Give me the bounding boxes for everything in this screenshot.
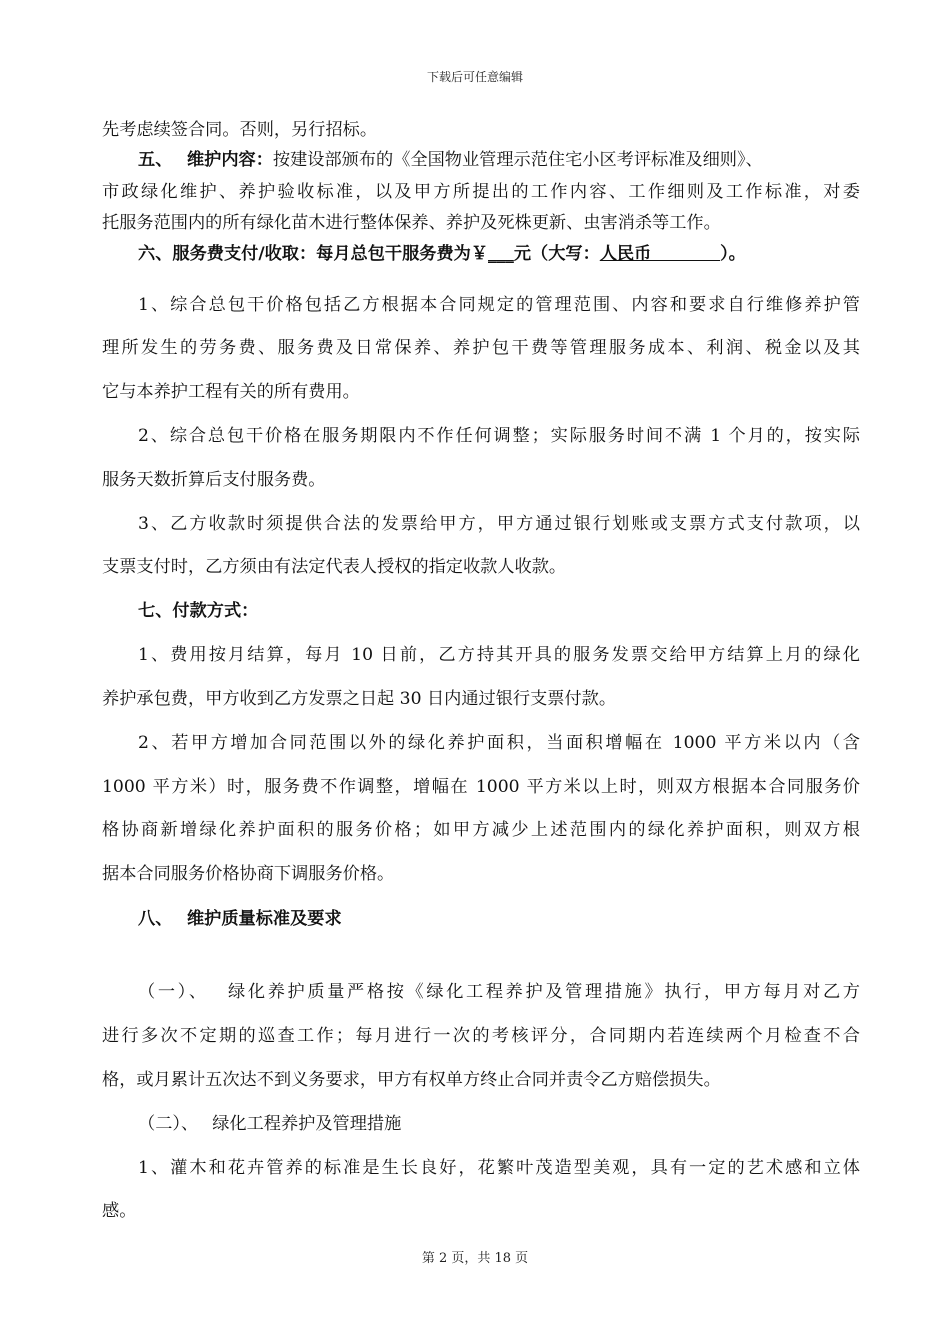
paragraph-line: 格，或月累计五次达不到义务要求，甲方有权单方终止合同并责令乙方赔偿损失。 [102, 1070, 721, 1090]
section-7-heading: 七、付款方式： [138, 601, 259, 621]
paragraph-line: 市政绿化维护、养护验收标准，以及甲方所提出的工作内容、工作细则及工作标准，对委 [102, 182, 860, 202]
paragraph-line: 1、综合总包干价格包括乙方根据本合同规定的管理范围、内容和要求自行维修养护管 [138, 295, 860, 315]
fee-capital-blank: 人民币 [599, 244, 721, 264]
paragraph-line: 服务天数折算后支付服务费。 [102, 470, 326, 490]
section-5-line [138, 149, 763, 171]
paragraph-line: 3、乙方收款时须提供合法的发票给甲方，甲方通过银行划账或支票方式支付款项，以 [138, 514, 860, 534]
paragraph-line: 支票支付时，乙方须由有法定代表人授权的指定收款人收款。 [102, 557, 567, 577]
paragraph-line: 格协商新增绿化养护面积的服务价格；如甲方减少上述范围内的绿化养护面积，则双方根 [102, 820, 860, 840]
page-footer: 第 2 页，共 18 页 [421, 1251, 529, 1266]
paragraph-line: 据本合同服务价格协商下调服务价格。 [102, 864, 395, 884]
paragraph-line: 1000 平方米）时，服务费不作调整，增幅在 1000 平方米以上时，则双方根据本合同服务价 [102, 777, 860, 797]
paragraph-line: 它与本养护工程有关的所有费用。 [102, 382, 360, 402]
paragraph-line: 养护承包费，甲方收到乙方发票之日起 30 日内通过银行支票付款。 [102, 689, 617, 709]
paragraph-line: 1、灌木和花卉管养的标准是生长良好，花繁叶茂造型美观，具有一定的艺术感和立体 [138, 1158, 860, 1178]
section-5-heading: 五、 维护内容： [138, 150, 273, 170]
page-header: 下载后可任意编辑 [426, 70, 523, 84]
paragraph-line: 感。 [102, 1201, 137, 1221]
paragraph-line: 托服务范围内的所有绿化苗木进行整体保养、养护及死株更新、虫害消杀等工作。 [102, 213, 721, 233]
fee-close: ）。 [720, 244, 746, 264]
paragraph-line: 进行多次不定期的巡查工作；每月进行一次的考核评分，合同期内若连续两个月检查不合 [102, 1026, 860, 1046]
paragraph-line: 理所发生的劳务费、服务费及日常保养、养护包干费等管理服务成本、利润、税金以及其 [102, 338, 860, 358]
paragraph-line: 先考虑续签合同。否则，另行招标。 [102, 120, 378, 140]
subsection-heading: （二）、 绿化工程养护及管理措施 [138, 1114, 402, 1134]
paragraph-line: （一）、 绿化养护质量严格按《绿化工程养护及管理措施》执行，甲方每月对乙方 [138, 982, 860, 1002]
paragraph-line: 1、费用按月结算，每月 10 日前，乙方持其开具的服务发票交给甲方结算上月的绿化 [138, 645, 860, 665]
fee-capital-label: 元（大写： [513, 244, 600, 264]
section-6-heading [138, 243, 746, 265]
paragraph-line: 2、若甲方增加合同范围以外的绿化养护面积，当面积增幅在 1000 平方米以内（含 [138, 733, 860, 753]
section-5-text: 按建设部颁布的《全国物业管理示范住宅小区考评标准及细则》、 [272, 150, 763, 170]
fee-label: 六、服务费支付/收取：每月总包干服务费为￥ [138, 244, 489, 264]
section-8-heading: 八、 维护质量标准及要求 [138, 909, 342, 929]
paragraph-line: 2、综合总包干价格在服务期限内不作任何调整；实际服务时间不满 1 个月的，按实际 [138, 426, 860, 446]
fee-amount-blank: ___ [488, 244, 514, 264]
